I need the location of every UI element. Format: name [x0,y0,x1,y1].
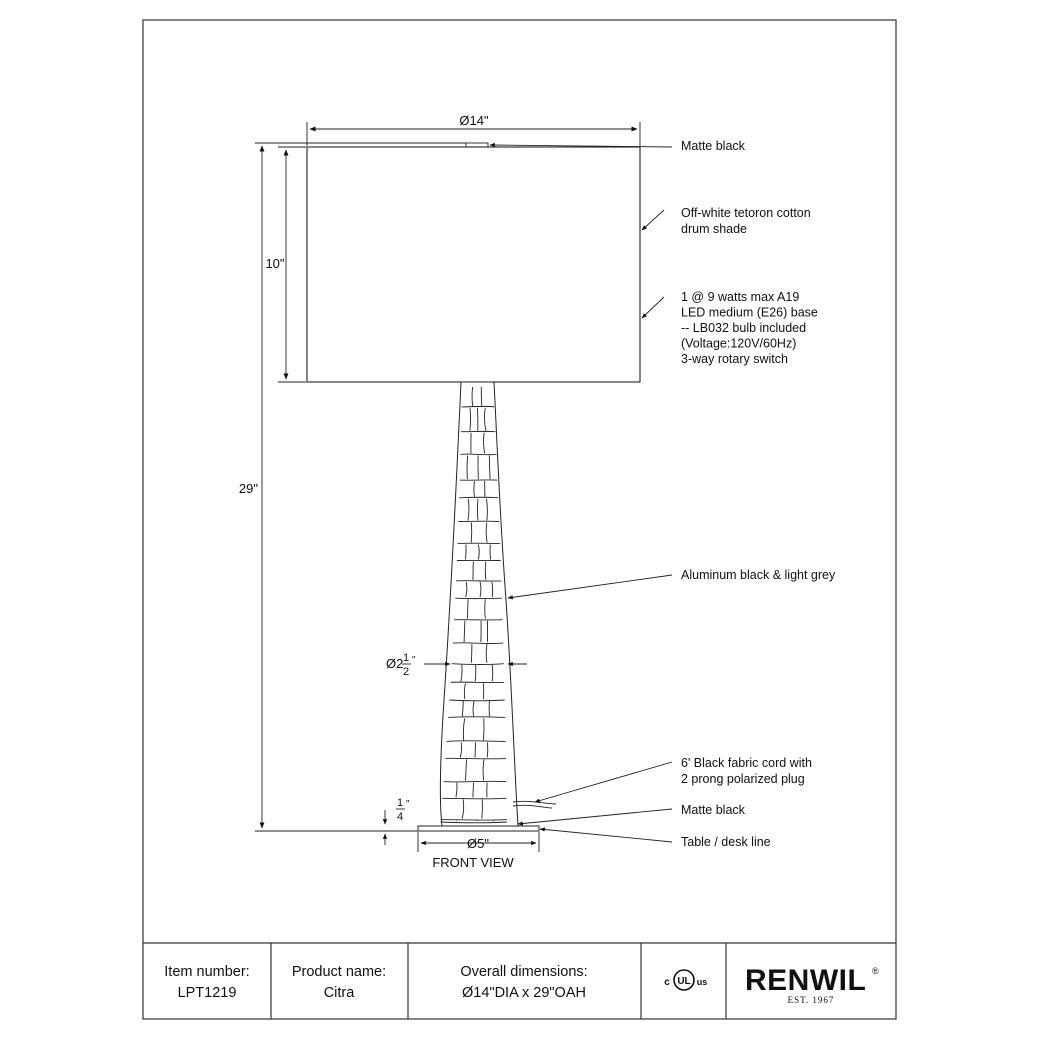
overall-dimensions-value: Ø14"DIA x 29"OAH [462,985,586,1001]
lamp-body [440,382,518,826]
svg-text:2: 2 [403,666,410,678]
base-callout: Matte black [681,803,745,817]
lamp-base [418,826,539,831]
lamp-cord [513,801,556,804]
svg-text:RENWIL: RENWIL [745,964,867,997]
body-diameter-dimension [386,652,416,678]
texture-cell-edge [445,758,506,759]
cord-callout: 6' Black fabric cord with 2 prong polarized plug [681,756,812,786]
view-label: FRONT VIEW [432,855,514,870]
texture-cell-edge [475,742,476,757]
shade-height-dimension: 10" [265,256,285,271]
svg-text:EST. 1967: EST. 1967 [787,995,835,1005]
svg-text:4: 4 [397,811,404,823]
svg-text:": " [412,655,416,666]
item-number-value: LPT1219 [177,985,237,1001]
product-name-value: Citra [323,985,355,1001]
lamp-drawing [307,143,640,831]
cap-callout: Matte black [681,139,745,153]
texture-cell-edge [441,820,507,821]
texture-cell-edge [442,798,506,799]
bulb-callout: 1 @ 9 watts max A19 LED medium (E26) base -- LB032 bulb included (Voltage:120V/60Hz) 3-way rotary switch [681,290,818,366]
lamp-cord [513,805,552,808]
product-name-label: Product name: [291,964,387,980]
svg-text:UL: UL [677,976,691,987]
svg-text:c: c [664,977,670,988]
base-diameter-dimension: Ø5" [467,836,489,851]
cul-us-certification-icon [664,970,707,990]
drum-shade [307,147,640,382]
svg-text:Ø2: Ø2 [386,656,404,671]
overall-dimensions-label: Overall dimensions: [460,964,588,980]
texture-cell-edge [462,406,495,407]
svg-text:1: 1 [397,797,404,809]
base-height-dimension [396,797,410,823]
renwil-logo [745,964,879,1005]
table-line-callout: Table / desk line [681,835,771,849]
texture-cell-edge [451,682,505,683]
item-number-label: Item number: [164,964,250,980]
texture-cell-edge [471,523,472,543]
svg-text:®: ® [872,966,879,976]
shade-diameter-dimension: Ø14" [459,113,489,128]
svg-text:": " [406,799,410,810]
body-callout: Aluminum black & light grey [681,568,836,582]
svg-text:us: us [696,977,708,987]
texture-cell-edge [471,644,472,663]
shade-callout: Off-white tetoron cotton drum shade [681,206,811,236]
svg-text:1: 1 [403,652,410,664]
lamp-cap [466,143,488,147]
overall-height-dimension: 29" [238,481,258,496]
texture-cell-edge [473,783,474,798]
